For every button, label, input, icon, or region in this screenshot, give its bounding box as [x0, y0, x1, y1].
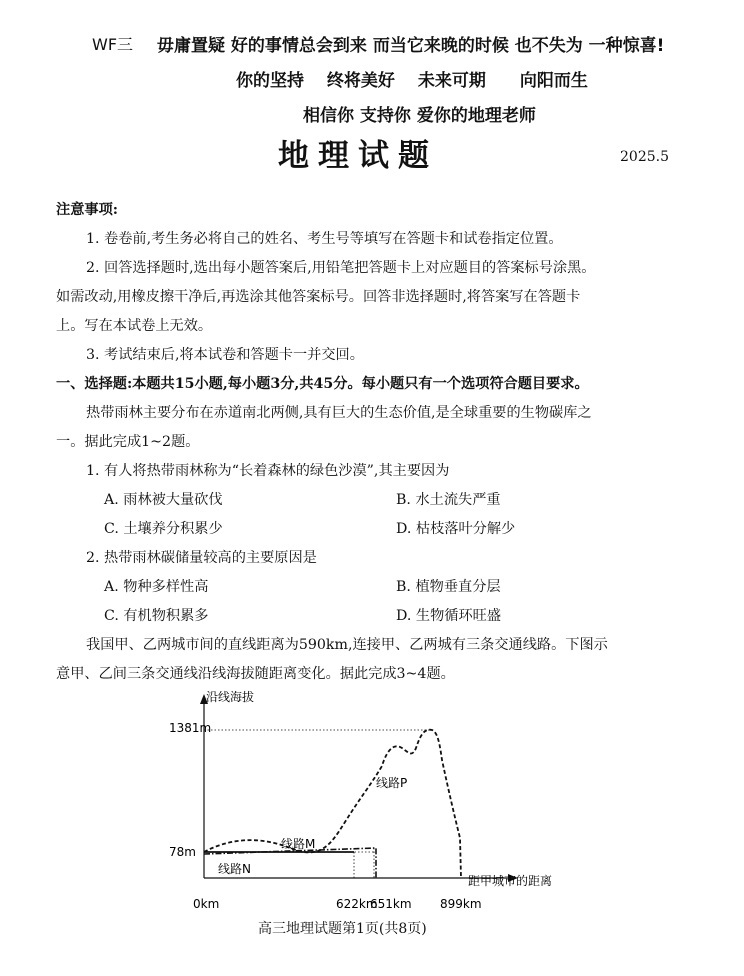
- exam-body: [56, 196, 698, 689]
- q2-option-a: A. 物种多样性高: [104, 579, 209, 595]
- question-2-options-row1: [56, 573, 698, 602]
- q2-option-c: C. 有机物积累多: [104, 608, 209, 624]
- q1-option-c: C. 土壤养分积累少: [104, 521, 223, 537]
- elevation-profile-chart: [169, 688, 553, 918]
- question-2-stem: 2. 热带雨林碳储量较高的主要原因是: [86, 550, 317, 566]
- section-heading: 一、选择题:本题共15小题,每小题3分,共45分。每小题只有一个选项符合题目要求。: [56, 376, 589, 392]
- motto-line-2: 你的坚持 终将美好 未来可期 向阳而生: [236, 71, 588, 91]
- y-tick-78m: 78m: [169, 845, 196, 859]
- x-tick-899km: 899km: [440, 897, 482, 911]
- motto-line-1: 毋庸置疑 好的事情总会到来 而当它来晚的时候 也不失为 一种惊喜!: [157, 36, 665, 56]
- motto-line-3: 相信你 支持你 爱你的地理老师: [303, 106, 536, 126]
- y-axis-label: 沿线海拔: [206, 690, 255, 704]
- notice-item-2-end: 上。写在本试卷上无效。: [56, 318, 213, 334]
- y-tick-1381m: 1381m: [169, 721, 212, 735]
- q1-option-b: B. 水土流失严重: [396, 492, 501, 508]
- paper-code: WF三: [92, 35, 134, 54]
- route-m-label: 线路M: [281, 837, 316, 851]
- question-2-options-row2: [56, 602, 698, 631]
- q1-option-a: A. 雨林被大量砍伐: [104, 492, 223, 508]
- page-footer: 高三地理试题第1页(共8页): [258, 921, 427, 937]
- passage-routes: 我国甲、乙两城市间的直线距离为590km,连接甲、乙两城有三条交通线路。下图示: [86, 637, 608, 653]
- x-tick-622km: 622km: [336, 897, 378, 911]
- route-n-label: 线路N: [218, 862, 251, 876]
- route-p-label: 线路P: [376, 776, 408, 790]
- x-axis-label: 距甲城市的距离: [468, 874, 553, 888]
- paper-title: 地理试题: [278, 138, 438, 174]
- question-1-options-row1: [56, 486, 698, 515]
- route-p-line: [204, 730, 461, 878]
- q1-option-d: D. 枯枝落叶分解少: [396, 521, 516, 537]
- notice-heading: 注意事项:: [56, 202, 118, 218]
- notice-item-2-cont: 如需改动,用橡皮擦干净后,再选涂其他答案标号。回答非选择题时,将答案写在答题卡: [56, 289, 581, 305]
- x-tick-0km: 0km: [193, 897, 220, 911]
- notice-item-2: 2. 回答选择题时,选出每小题答案后,用铅笔把答题卡上对应题目的答案标号涂黑。: [86, 260, 596, 276]
- notice-item-3: 3. 考试结束后,将本试卷和答题卡一并交回。: [86, 347, 364, 363]
- notice-item-1: 1. 卷卷前,考生务必将自己的姓名、考生号等填写在答题卡和试卷指定位置。: [86, 231, 563, 247]
- q2-option-b: B. 植物垂直分层: [396, 579, 501, 595]
- passage-rainforest-cont: 一。据此完成1~2题。: [56, 434, 200, 450]
- passage-routes-cont: 意甲、乙间三条交通线沿线海拔随距离变化。据此完成3~4题。: [56, 666, 455, 682]
- question-1-options-row2: [56, 515, 698, 544]
- x-tick-651km: 651km: [370, 897, 412, 911]
- question-1-stem: 1. 有人将热带雨林称为“长着森林的绿色沙漠”,其主要因为: [86, 463, 450, 479]
- exam-date: 2025.5: [620, 149, 669, 165]
- passage-rainforest: 热带雨林主要分布在赤道南北两侧,具有巨大的生态价值,是全球重要的生物碳库之: [86, 405, 592, 421]
- q2-option-d: D. 生物循环旺盛: [396, 608, 502, 624]
